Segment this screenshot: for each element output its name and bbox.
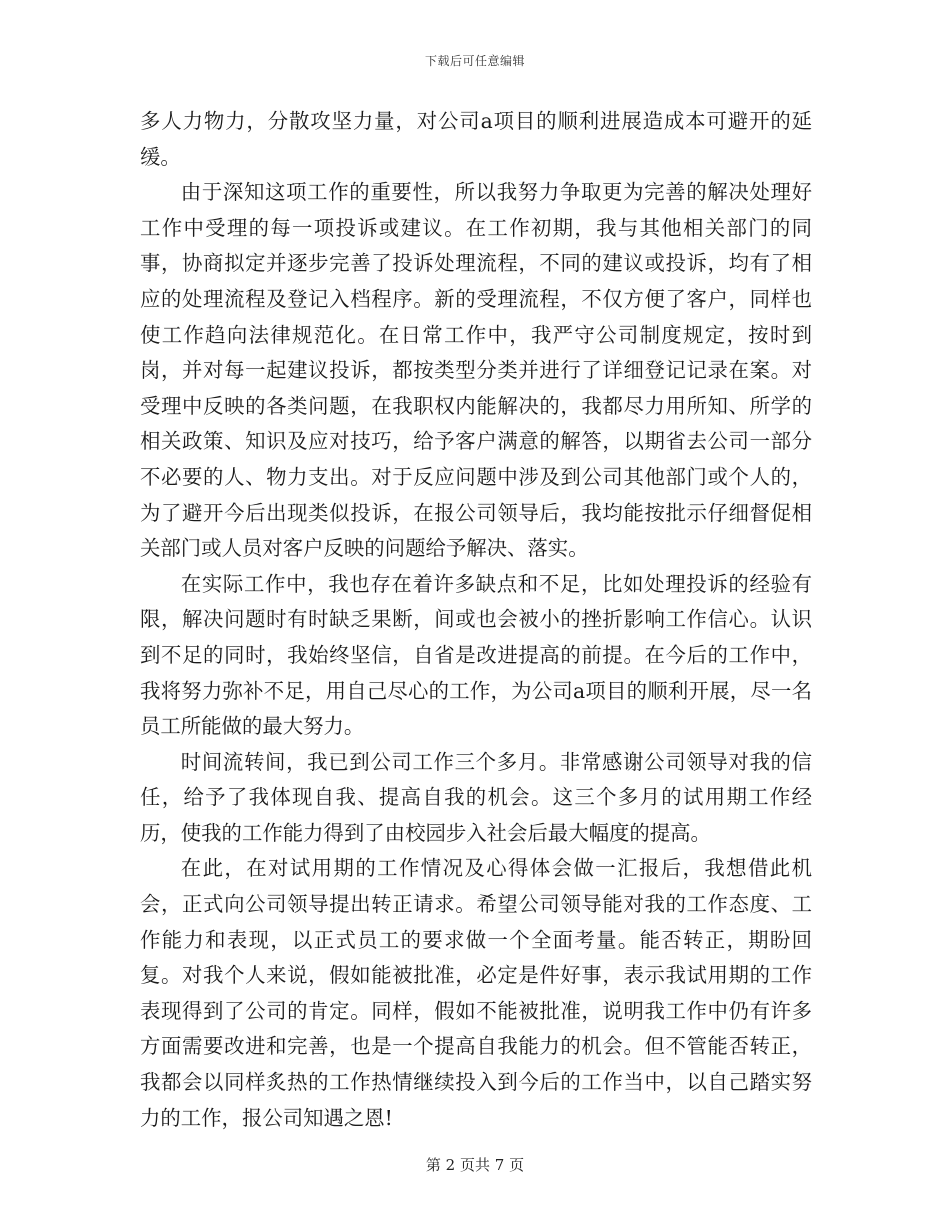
page-footer: 第 2 页共 7 页 <box>425 1156 525 1174</box>
paragraph-shortcomings: 在实际工作中，我也存在着许多缺点和不足，比如处理投诉的经验有限，解决问题时有时缺乏果断，间或也会被小的挫折影响工作信心。认识到不足的同时，我始终坚信，自省是改进提高的前提。在今后的工作中，我将努力弥补不足，用自己尽心的工作，为公司a项目的顺利开展，尽一名员工所能做的最大努力。 <box>140 571 812 739</box>
paragraph-continued: 多人力物力，分散攻坚力量，对公司a项目的顺利进展造成本可避开的延缓。 <box>140 109 812 169</box>
paragraph-gratitude: 时间流转间，我已到公司工作三个多月。非常感谢公司领导对我的信任，给予了我体现自我、提高自我的机会。这三个多月的试用期工作经历，使我的工作能力得到了由校园步入社会后最大幅度的提高。 <box>140 749 812 845</box>
document-body <box>140 104 812 1136</box>
paragraph-confirmation-request: 在此，在对试用期的工作情况及心得体会做一汇报后，我想借此机会，正式向公司领导提出转正请求。希望公司领导能对我的工作态度、工作能力和表现，以正式员工的要求做一个全面考量。能否转正，期盼回复。对我个人来说，假如能被批准，必定是件好事，表示我试用期的工作表现得到了公司的肯定。同样，假如不能被批准，说明我工作中仍有许多方面需要改进和完善，也是一个提高自我能力的机会。但不管能否转正，我都会以同样炙热的工作热情继续投入到今后的工作当中，以自己踏实努力的工作，报公司知遇之恩! <box>140 856 812 1130</box>
paragraph-complaint-handling: 由于深知这项工作的重要性，所以我努力争取更为完善的解决处理好工作中受理的每一项投诉或建议。在工作初期，我与其他相关部门的同事，协商拟定并逐步完善了投诉处理流程，不同的建议或投诉，均有了相应的处理流程及登记入档程序。新的受理流程，不仅方便了客户，同样也使工作趋向法律规范化。在日常工作中，我严守公司制度规定，按时到岗，并对每一起建议投诉，都按类型分类并进行了详细登记记录在案。对受理中反映的各类问题，在我职权内能解决的，我都尽力用所知、所学的相关政策、知识及应对技巧，给予客户满意的解答，以期省去公司一部分不必要的人、物力支出。对于反应问题中涉及到公司其他部门或个人的，为了避开今后出现类似投诉，在报公司领导后，我均能按批示仔细督促相关部门或人员对客户反映的问题给予解决、落实。 <box>140 180 812 561</box>
page-header: 下载后可任意编辑 <box>424 54 525 68</box>
